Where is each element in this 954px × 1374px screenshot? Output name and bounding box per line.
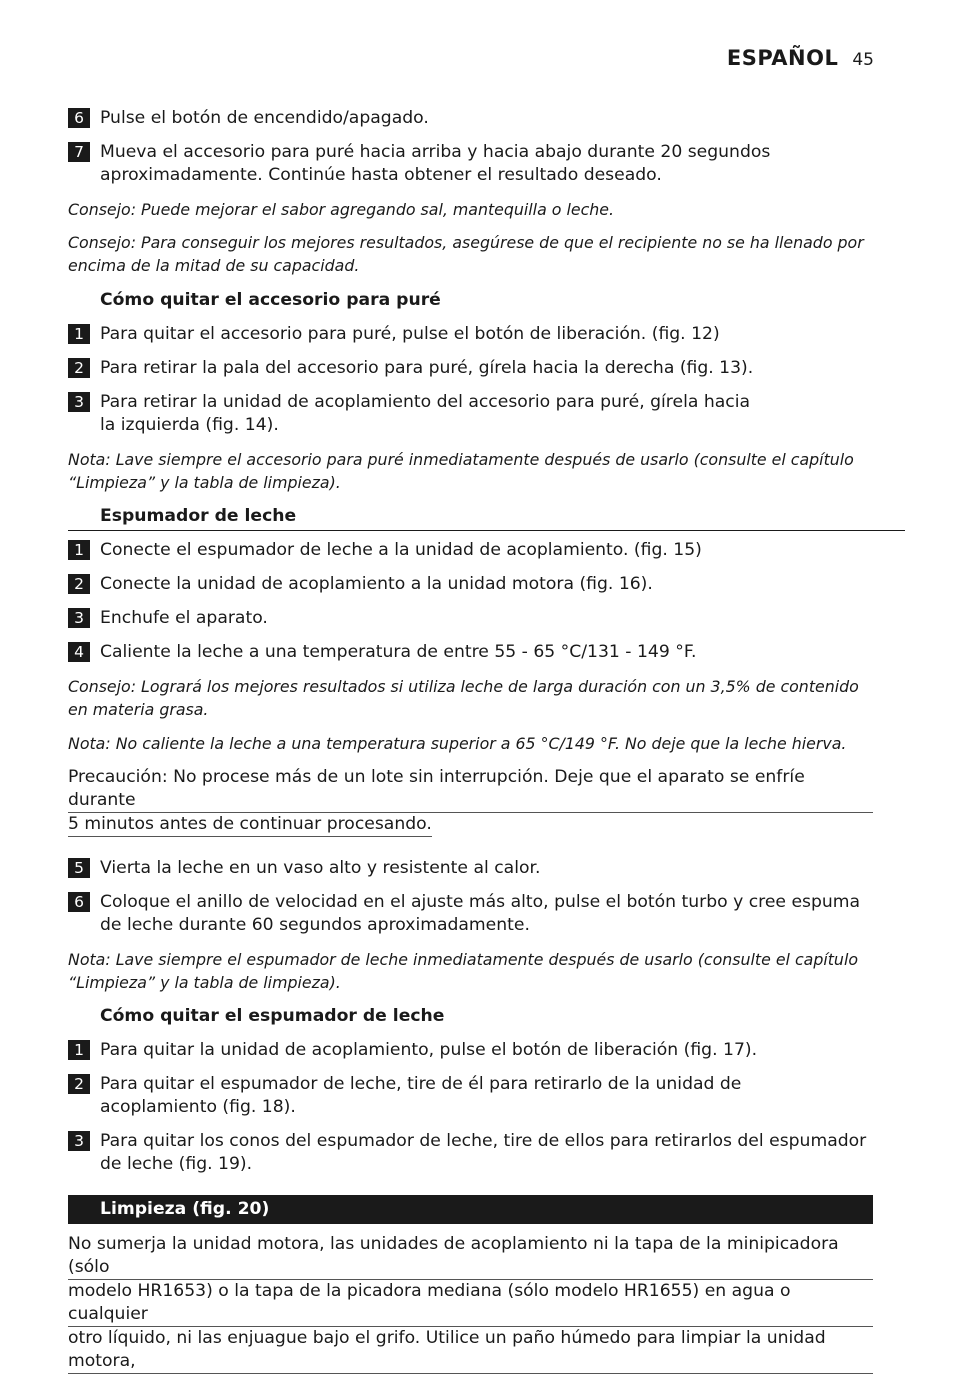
- step-text: Caliente la leche a una temperatura de entre 55 - 65 °C/131 - 149 °F.: [100, 642, 697, 662]
- section-banner-title: Limpieza (fig. 20): [100, 1199, 270, 1219]
- step-item: [68, 357, 873, 380]
- section-banner: [68, 1195, 873, 1224]
- step-item: [68, 607, 873, 630]
- step-number: 2: [68, 1074, 90, 1094]
- step-text: Conecte el espumador de leche a la unidad de acoplamiento. (fig. 15): [100, 540, 702, 560]
- section-heading: Espumador de leche: [68, 505, 905, 531]
- step-number: 7: [68, 142, 90, 162]
- step-item: [68, 891, 873, 937]
- note-text: Nota: Lave siempre el espumador de leche inmediatamente después de usarlo (consulte el capítulo “Limpieza” y la tabla de limpieza).: [68, 950, 858, 992]
- step-item: [68, 107, 873, 130]
- step-text: Pulse el botón de encendido/apagado.: [100, 108, 429, 128]
- step-text: Para quitar el espumador de leche, tire de él para retirarlo de la unidad de acoplamiento (fig. 18).: [100, 1074, 742, 1117]
- step-text: Para quitar la unidad de acoplamiento, pulse el botón de liberación (fig. 17).: [100, 1040, 758, 1060]
- step-item: [68, 857, 873, 880]
- step-text: Conecte la unidad de acoplamiento a la unidad motora (fig. 16).: [100, 574, 653, 594]
- language-label: ESPAÑOL: [726, 46, 839, 70]
- step-item: [68, 391, 768, 437]
- step-number: 6: [68, 892, 90, 912]
- step-number: 1: [68, 1040, 90, 1060]
- step-text: Para quitar el accesorio para puré, pulse el botón de liberación. (fig. 12): [100, 324, 720, 344]
- step-text: Vierta la leche en un vaso alto y resistente al calor.: [100, 858, 541, 878]
- step-number: 5: [68, 858, 90, 878]
- step-item: [68, 1039, 873, 1062]
- page-header: [727, 46, 874, 70]
- warning-text: [68, 1233, 873, 1374]
- warning-line: No sumerja la unidad motora, las unidades de acoplamiento ni la tapa de la minipicadora (sólo: [68, 1233, 873, 1280]
- step-number: 1: [68, 540, 90, 560]
- step-number: 3: [68, 1131, 90, 1151]
- section-heading: Cómo quitar el espumador de leche: [100, 1006, 445, 1026]
- section-heading: Cómo quitar el accesorio para puré: [100, 290, 441, 310]
- step-text: Enchufe el aparato.: [100, 608, 268, 628]
- step-number: 6: [68, 108, 90, 128]
- step-text: Para retirar la unidad de acoplamiento del accesorio para puré, gírela hacia la izquierda (fig. 14).: [100, 392, 751, 435]
- step-number: 1: [68, 324, 90, 344]
- tip-text: Consejo: Puede mejorar el sabor agregando sal, mantequilla o leche.: [68, 200, 615, 219]
- caution-line: Precaución: No procese más de un lote sin interrupción. Deje que el aparato se enfríe durante: [68, 766, 873, 813]
- step-text: Para retirar la pala del accesorio para puré, gírela hacia la derecha (fig. 13).: [100, 358, 754, 378]
- step-item: [68, 641, 873, 664]
- step-text: Mueva el accesorio para puré hacia arriba y hacia abajo durante 20 segundos aproximadamente. Continúe hasta obtener el resultado deseado.: [100, 142, 771, 185]
- step-item: [68, 539, 873, 562]
- tip-text: Consejo: Para conseguir los mejores resultados, asegúrese de que el recipiente no se ha llenado por encima de la mitad de su capacidad.: [68, 233, 864, 275]
- step-item: [68, 1130, 873, 1176]
- warning-line: modelo HR1653) o la tapa de la picadora mediana (sólo modelo HR1655) en agua o cualquier: [68, 1280, 873, 1327]
- step-number: 3: [68, 608, 90, 628]
- step-number: 4: [68, 642, 90, 662]
- step-text: Para quitar los conos del espumador de leche, tire de ellos para retirarlos del espumador de leche (fig. 19).: [100, 1131, 867, 1174]
- caution-line: 5 minutos antes de continuar procesando.: [68, 813, 432, 837]
- caution-text: [68, 766, 873, 837]
- warning-line: otro líquido, ni las enjuague bajo el grifo. Utilice un paño húmedo para limpiar la unidad motora,: [68, 1327, 873, 1374]
- tip-text: Consejo: Logrará los mejores resultados si utiliza leche de larga duración con un 3,5% de contenido en materia grasa.: [68, 677, 859, 719]
- step-item: [68, 1073, 768, 1119]
- note-text: Nota: No caliente la leche a una temperatura superior a 65 °C/149 °F. No deje que la leche hierva.: [68, 734, 847, 753]
- page-number: 45: [852, 50, 874, 70]
- step-item: [68, 141, 873, 187]
- step-number: 3: [68, 392, 90, 412]
- step-number: 2: [68, 574, 90, 594]
- step-item: [68, 573, 873, 596]
- step-number: 2: [68, 358, 90, 378]
- step-text: Coloque el anillo de velocidad en el ajuste más alto, pulse el botón turbo y cree espuma de leche durante 60 segundos aproximadamente.: [100, 892, 861, 935]
- note-text: Nota: Lave siempre el accesorio para puré inmediatamente después de usarlo (consulte el capítulo “Limpieza” y la tabla de limpieza).: [68, 450, 854, 492]
- step-item: [68, 323, 873, 346]
